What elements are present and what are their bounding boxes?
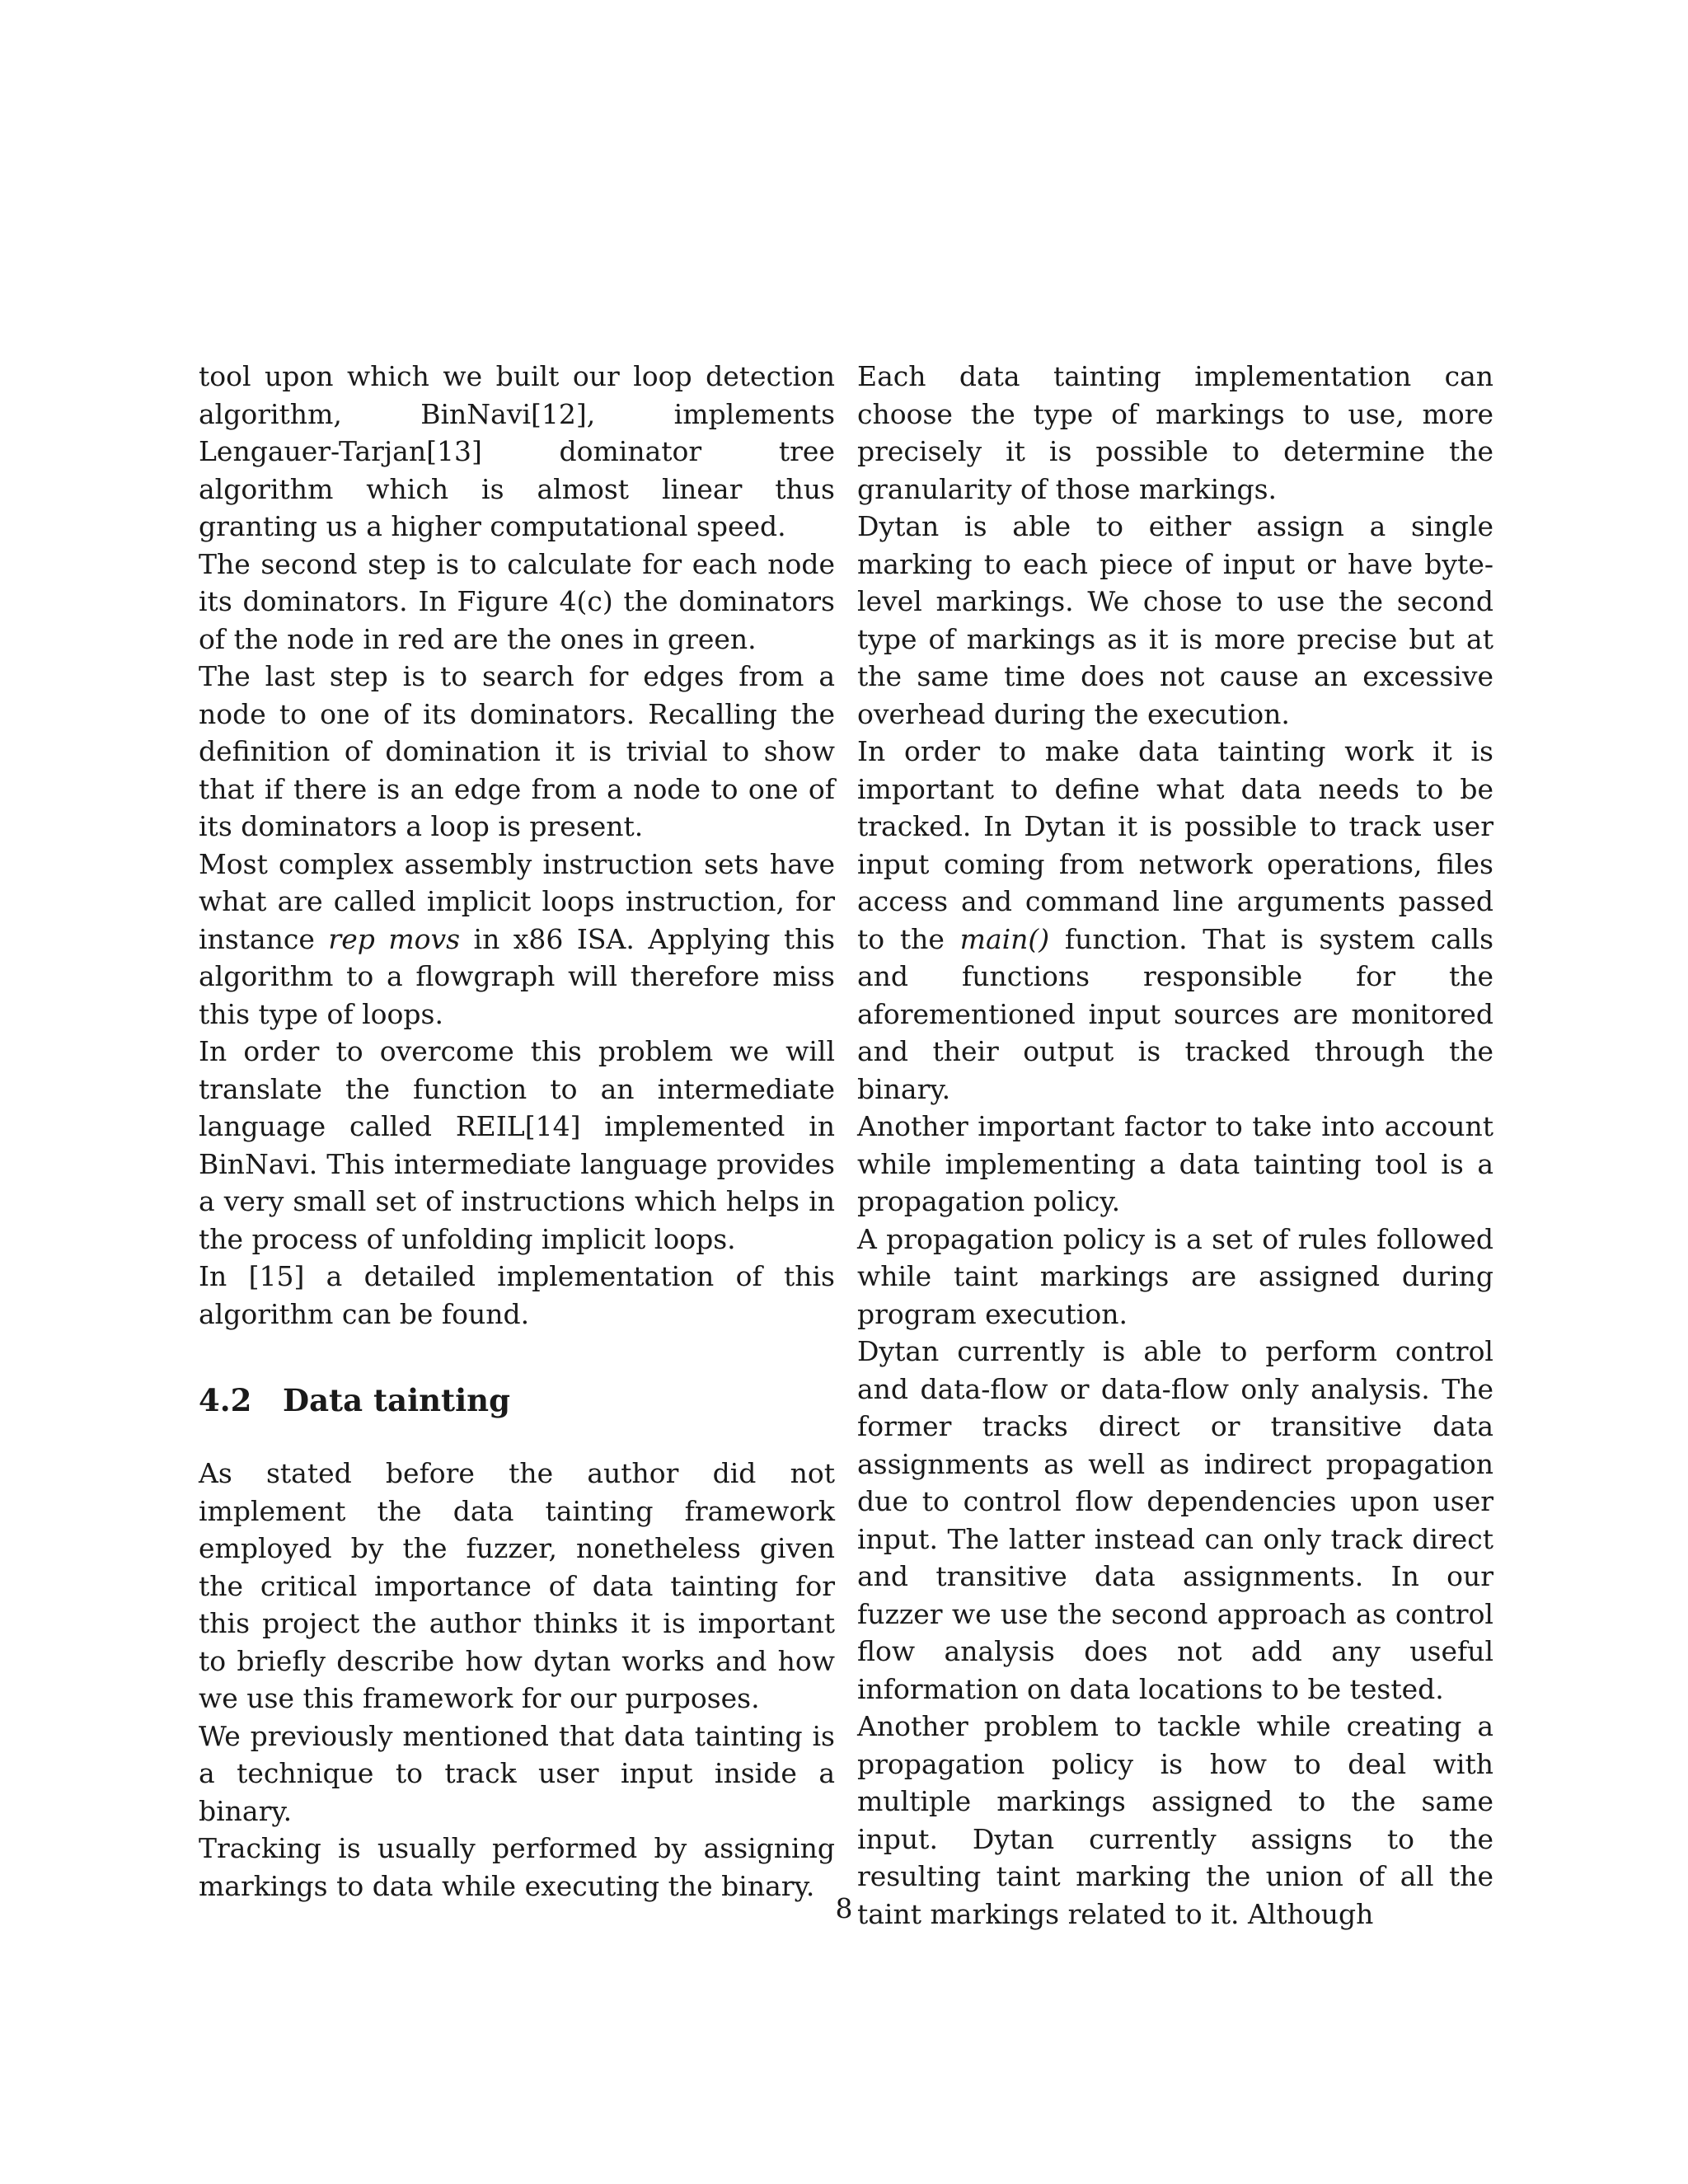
paragraph: Another problem to tackle while creating a propagation policy is how to deal with multiple markings assigned to the same input. Dytan currently assigns to the resulting taint marking the union of all the taint markings related to it. Although [857,1710,1493,1930]
paragraph: A propagation policy is a set of rules followed while taint markings are assigned during program execution. [857,1222,1493,1330]
paragraph: In order to overcome this problem we will translate the function to an intermediate language called REIL[14] implemented in BinNavi. This intermediate language provides a very small set of instructions which helps in the process of unfolding implicit loops. [199,1035,835,1255]
paragraph: Each data tainting implementation can choose the type of markings to use, more precisely it is possible to determine the granularity of those markings. [857,360,1493,505]
text-run: in x86 ISA. Applying this algorithm to a flowgraph will therefore miss this type of loops. [199,922,835,1030]
paragraph: Tracking is usually performed by assigning markings to data while executing the binary. [199,1832,835,1902]
section-number: 4.2 [199,1382,252,1418]
page-number: 8 [835,1892,853,1924]
text-run: In order to make data tainting work it is important to define what data needs to be tracked. In Dytan it is possible to track user input coming from network operations, files access and command line arguments passed to the [857,735,1493,955]
section-title: Data tainting [283,1382,510,1418]
paragraph: Another important factor to take into account while implementing a data tainting tool is a propagation policy. [857,1110,1493,1217]
paragraph: tool upon which we built our loop detection algorithm, BinNavi[12], implements Lengauer-Tarjan[13] dominator tree algorithm which is almost linear thus granting us a higher computational speed. [199,360,835,542]
paragraph: The last step is to search for edges from a node to one of its dominators. Recalling the definition of domination it is trivial to show that if there is an edge from a node to one of its dominators a loop is present. [199,660,835,842]
right-column [857,358,1493,1933]
paragraph: The second step is to calculate for each node its dominators. In Figure 4(c) the dominators of the node in red are the ones in green. [199,547,835,655]
paragraph: Dytan currently is able to perform control and data-flow or data-flow only analysis. The former tracks direct or transitive data assignments as well as indirect propagation due to control flow dependencies upon user input. The latter instead can only track direct and transitive data assignments. In our fuzzer we use the second approach as control flow analysis does not add any useful information on data locations to be tested. [857,1335,1493,1705]
paragraph: We previously mentioned that data tainting is a technique to track user input inside a binary. [199,1719,835,1827]
paragraph [857,733,1493,1108]
paragraph [199,846,835,1033]
text-run: function. That is system calls and functions responsible for the aforementioned input sources are monitored and their output is tracked through the binary. [857,922,1493,1105]
paragraph: Dytan is able to either assign a single marking to each piece of input or have byte-level markings. We chose to use the second type of markings as it is more precise but at the same time does not cause an excessive overhead during the execution. [857,510,1493,730]
left-column [199,358,835,1905]
code-emphasis: main() [959,922,1050,955]
paragraph: As stated before the author did not implement the data tainting framework employed by the fuzzer, nonetheless given the critical importance of data tainting for this project the author thinks it is important to briefly describe how dytan works and how we use this framework for our purposes. [199,1457,835,1714]
section-heading [199,1382,835,1419]
text-run: Most complex assembly instruction sets have what are called implicit loops instruction, for instance [199,847,835,955]
code-emphasis: rep movs [328,922,461,955]
paragraph: In [15] a detailed implementation of this algorithm can be found. [199,1260,835,1330]
